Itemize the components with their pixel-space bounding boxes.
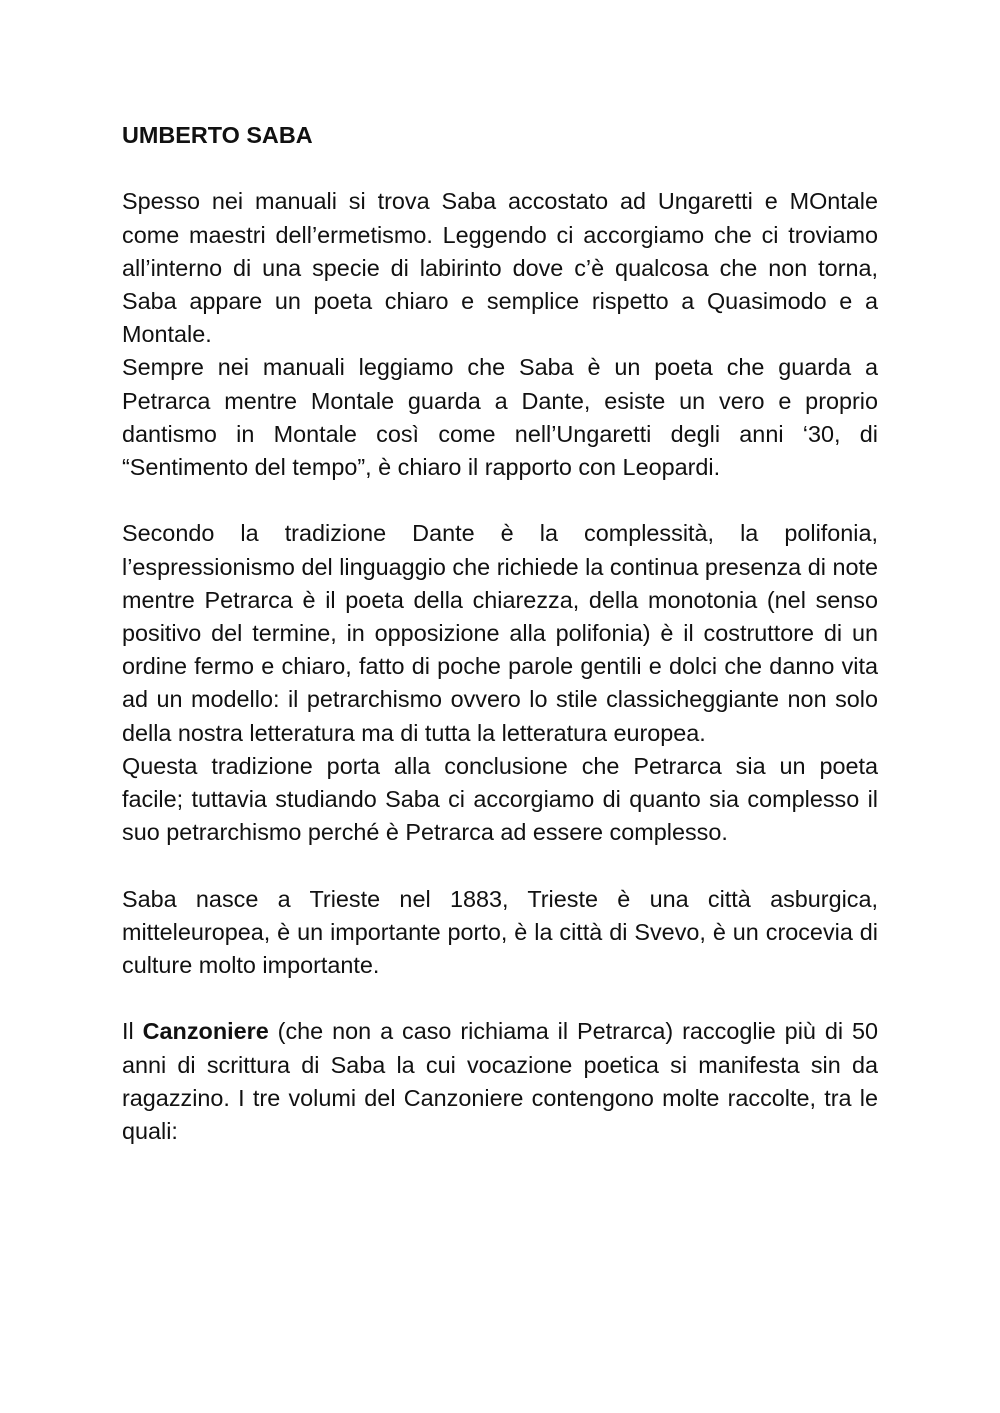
paragraph-spacer (122, 982, 878, 1015)
paragraph-spacer (122, 484, 878, 517)
paragraph-spacer (122, 152, 878, 185)
paragraph-tradizione: Secondo la tradizione Dante è la complessità, la polifonia, l’espressionismo del linguaggio che richiede la continua presenza di note mentre Petrarca è il poeta della chiarezza, della monotonia (nel senso positivo del termine, in opposizione alla polifonia) è il costruttore di un ordine fermo e chiaro, fatto di poche parole gentili e dolci che danno vita ad un modello: il petrarchismo ovvero lo stile classicheggiante non solo della nostra letteratura ma di tutta la letteratura europea. (122, 520, 878, 746)
paragraph-ermetismo: Spesso nei manuali si trova Saba accostato ad Ungaretti e MOntale come maestri dell’ermetismo. Leggendo ci accorgiamo che ci troviamo all’interno di una specie di labirinto dove c’è qualcosa che non torna, Saba appare un poeta chiaro e semplice rispetto a Quasimodo e a Montale. (122, 188, 878, 348)
canzoniere-prefix: Il (122, 1018, 143, 1045)
canzoniere-bold-title: Canzoniere (142, 1018, 269, 1045)
document-title: UMBERTO SABA (122, 122, 313, 148)
document-body (122, 119, 878, 1148)
paragraph-trieste: Saba nasce a Trieste nel 1883, Trieste è una città asburgica, mitteleuropea, è un importante porto, è la città di Svevo, è un crocevia di culture molto importante. (122, 885, 878, 979)
canzoniere-suffix: (che non a caso richiama il Petrarca) raccoglie più di 50 anni di scrittura di Saba la cui vocazione poetica si manifesta sin da ragazzino. I tre volumi del Canzoniere contengono molte raccolte, tra le quali: (122, 1018, 878, 1145)
paragraph-petrarchismo: Questa tradizione porta alla conclusione che Petrarca sia un poeta facile; tuttavia studiando Saba ci accorgiamo di quanto sia complesso il suo petrarchismo perché è Petrarca ad essere complesso. (122, 752, 878, 846)
paragraph-canzoniere (122, 1015, 878, 1148)
paragraph-spacer (122, 849, 878, 882)
paragraph-petrarca-dante: Sempre nei manuali leggiamo che Saba è un poeta che guarda a Petrarca mentre Montale guarda a Dante, esiste un vero e proprio dantismo in Montale così come nell’Ungaretti degli anni ‘30, di “Sentimento del tempo”, è chiaro il rapporto con Leopardi. (122, 354, 878, 481)
